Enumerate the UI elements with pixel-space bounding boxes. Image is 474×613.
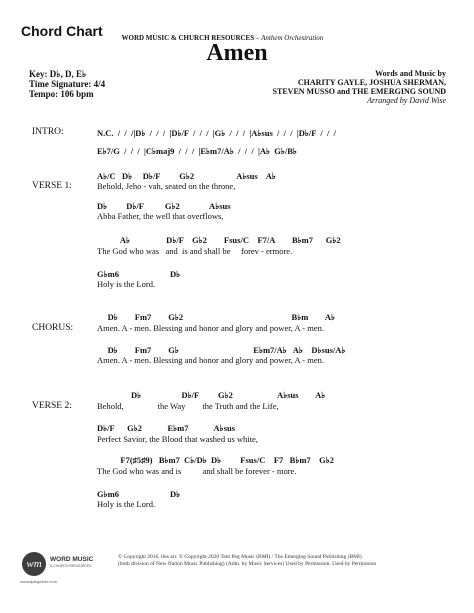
verse2-chords-1: D♭ D♭/F G♭2 A♭sus A♭ [97, 390, 326, 400]
orchestration-label: Anthem Orchestration [261, 34, 324, 42]
verse2-lyric-1: Behold, the Way the Truth and the Life, [97, 401, 279, 411]
verse2-chords-2: D♭/F G♭2 E♭m7 A♭sus [97, 423, 236, 433]
section-label-chorus: CHORUS: [32, 323, 74, 333]
copyright-line-2: (both division of New Nation Music Publishing) (Adm. by Music Services) Used by Permission. Used by Permission [118, 561, 377, 567]
copyright-line-1: © Copyright 2016, this arr. © Copyright 2020 Tent Peg Music (BMI) / The Emerging Sound Publishing (BMI) [118, 554, 362, 560]
verse2-lyric-2: Perfect Savior, the Blood that washed us white, [97, 434, 258, 444]
credits-writers-2: STEVEN MUSSO and THE EMERGING SOUND [272, 87, 446, 96]
intro-chords-1: N.C. / / /|D♭ / / / |D♭/F / / / |G♭ / / / |A♭sus / / / |D♭/F / / / [97, 128, 336, 138]
verse2-chords-3: F7(♯5♯9) B♭m7 C♭/D♭ D♭ Fsus/C F7 B♭m7 G♭2 [97, 455, 335, 465]
verse2-lyric-4: Holy is the Lord. [97, 499, 156, 509]
chorus-chords-1: D♭ Fm7 G♭2 B♭m A♭ [97, 312, 335, 322]
section-label-intro: INTRO: [32, 127, 64, 137]
chorus-lyric-2: Amen. A - men. Blessing and honor and glory and power, A - men. [97, 355, 325, 365]
logo-subtitle: & CHURCH RESOURCES [50, 564, 92, 568]
publisher-line: WORD MUSIC & CHURCH RESOURCES – Anthem Orchestration [121, 34, 324, 42]
verse2-lyric-3: The God who was and is and shall be forever - more. [97, 466, 297, 476]
logo-mark: wm [26, 558, 42, 570]
arranger-text: Arranged by David Wise [367, 96, 446, 105]
logo-name: WORD MUSIC [50, 556, 94, 563]
verse1-lyric-2: Abba Father, the well that overflows, [97, 211, 224, 221]
verse2-chords-4: G♭m6 D♭ [97, 489, 181, 499]
key-label: Key: D♭, D, E♭ [29, 69, 87, 79]
intro-chords-2: E♭7/G / / / |C♭maj9 / / / |E♭m7/A♭ / / / |A♭ G♭/B♭ [97, 146, 297, 156]
logo-url: worshiptogether.com [20, 579, 57, 584]
verse1-chords-1: A♭/C D♭ D♭/F G♭2 A♭sus A♭ [97, 171, 276, 181]
tempo-label: Tempo: 106 bpm [29, 89, 94, 99]
section-label-verse-1: VERSE 1: [32, 181, 72, 191]
section-label-verse-2: VERSE 2: [32, 401, 72, 411]
verse1-lyric-3: The God who was and is and shall be forev - ermore. [97, 246, 293, 256]
chart-header-label: Chord Chart [21, 23, 103, 39]
publisher-name: WORD MUSIC & CHURCH RESOURCES [121, 34, 255, 42]
verse1-lyric-1: Behold, Jeho - vah, seated on the throne, [97, 181, 236, 191]
song-title: Amen [206, 40, 268, 66]
time-signature-label: Time Signature: 4/4 [29, 79, 106, 89]
verse1-chords-4: G♭m6 D♭ [97, 269, 181, 279]
verse1-lyric-4: Holy is the Lord. [97, 279, 156, 289]
credits-heading: Words and Music by [375, 69, 446, 78]
credits-writers-1: CHARITY GAYLE, JOSHUA SHERMAN, [297, 78, 446, 87]
verse1-chords-3: A♭ D♭/F G♭2 Fsus/C F7/A B♭m7 G♭2 [97, 235, 341, 245]
chorus-lyric-1: Amen. A - men. Blessing and honor and glory and power, A - men. [97, 323, 325, 333]
verse1-chords-2: D♭ D♭/F G♭2 A♭sus [97, 201, 231, 211]
publisher-logo [22, 552, 46, 576]
chorus-chords-2: D♭ Fm7 G♭ E♭m7/A♭ A♭ D♭sus/A♭ [97, 345, 346, 355]
credits-arranger [367, 97, 446, 105]
